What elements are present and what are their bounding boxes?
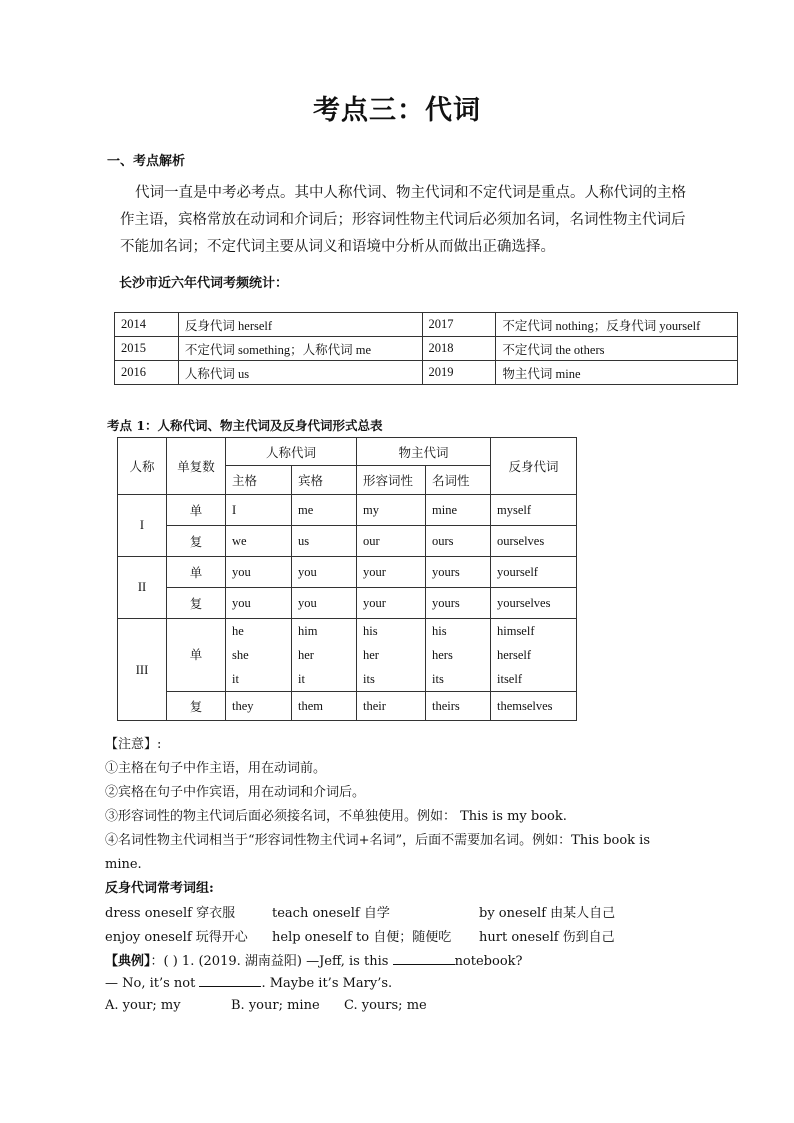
header-adjective: 形容词性 <box>357 466 426 495</box>
stat-year: 2018 <box>422 337 496 361</box>
header-person: 人称 <box>118 438 167 495</box>
cell-line: it <box>298 672 305 686</box>
cell-noun: ours <box>426 526 491 557</box>
stat-item: 人称代词 us <box>178 361 422 385</box>
cell-object <box>292 619 357 692</box>
stat-item: 不定代词 the others <box>496 337 738 361</box>
example-line <box>105 974 392 991</box>
phrase: teach oneself 自学 <box>272 906 390 921</box>
section-heading: 一、考点解析 <box>107 154 186 169</box>
stat-item: 不定代词 something；人称代词 me <box>178 337 422 361</box>
table-row <box>118 619 577 692</box>
header-subject: 主格 <box>226 466 292 495</box>
cell-adjective: my <box>357 495 426 526</box>
table-row <box>115 313 738 337</box>
cell-line: its <box>432 672 444 686</box>
person-first: I <box>118 495 167 557</box>
number-singular: 单 <box>167 619 226 692</box>
page-title: 考点三：代词 <box>313 95 481 126</box>
stat-year: 2015 <box>115 337 179 361</box>
cell-subject: we <box>226 526 292 557</box>
cell-line: him <box>298 624 318 638</box>
question-text: ：( ) 1. (2019. 湖南益阳) —Jeff, is this <box>150 954 389 969</box>
phrase: dress oneself 穿衣服 <box>105 906 236 921</box>
intro-paragraph: 代词一直是中考必考点。其中人称代词、物主代词和不定代词是重点。人称代词的主格作主语，宾格常放在动词和介词后；形容词性物主代词后必须加名词，名词性物主代词后不能加名词；不定代词主要从词义和语境中分析从而做出正确选择。 <box>120 185 686 255</box>
cell-line: her <box>298 648 314 662</box>
phrase: enjoy oneself 玩得开心 <box>105 930 248 945</box>
table-row <box>118 495 577 526</box>
cell-reflexive: yourself <box>491 557 577 588</box>
stats-heading: 长沙市近六年代词考频统计： <box>119 276 289 291</box>
cell-adjective: your <box>357 557 426 588</box>
cell-noun: yours <box>426 588 491 619</box>
header-number: 单复数 <box>167 438 226 495</box>
header-reflexive: 反身代词 <box>491 438 577 495</box>
example-question <box>105 950 523 969</box>
cell-noun <box>426 619 491 692</box>
cell-line: he <box>232 624 244 638</box>
cell-noun: yours <box>426 557 491 588</box>
cell-adjective <box>357 619 426 692</box>
stat-item: 不定代词 nothing；反身代词 yourself <box>496 313 738 337</box>
table-row <box>115 337 738 361</box>
table-row <box>118 588 577 619</box>
cell-line: herself <box>497 648 532 662</box>
stat-year: 2017 <box>422 313 496 337</box>
number-singular: 单 <box>167 557 226 588</box>
question-text: . Maybe it’s Mary’s. <box>261 976 393 991</box>
note-item: ②宾格在句子中作宾语，用在动词和介词后。 <box>105 785 366 800</box>
stat-year: 2016 <box>115 361 179 385</box>
cell-subject: they <box>226 692 292 721</box>
table-row <box>118 526 577 557</box>
table-row <box>118 557 577 588</box>
cell-object: me <box>292 495 357 526</box>
phrases-heading: 反身代词常考词组: <box>105 881 214 896</box>
cell-line: her <box>363 648 379 662</box>
answer-blank[interactable] <box>393 952 455 965</box>
cell-noun: mine <box>426 495 491 526</box>
cell-line: itself <box>497 672 522 686</box>
table-row <box>118 692 577 721</box>
cell-reflexive: yourselves <box>491 588 577 619</box>
cell-reflexive: themselves <box>491 692 577 721</box>
pronoun-table-heading: 考点 1：人称代词、物主代词及反身代词形式总表 <box>107 418 383 433</box>
cell-line: hers <box>432 648 453 662</box>
question-text: notebook? <box>454 954 523 969</box>
cell-line: its <box>363 672 375 686</box>
option-a[interactable]: A. your; my <box>105 998 181 1013</box>
person-second: II <box>118 557 167 619</box>
header-object: 宾格 <box>292 466 357 495</box>
header-personal: 人称代词 <box>226 438 357 466</box>
phrase: help oneself to 自便；随便吃 <box>272 930 452 945</box>
stat-year: 2014 <box>115 313 179 337</box>
cell-subject: you <box>226 557 292 588</box>
cell-line: his <box>432 624 447 638</box>
phrase: by oneself 由某人自己 <box>479 906 616 921</box>
cell-line: it <box>232 672 239 686</box>
person-third: III <box>118 619 167 721</box>
cell-reflexive <box>491 619 577 692</box>
stat-item: 反身代词 herself <box>178 313 422 337</box>
cell-object: us <box>292 526 357 557</box>
number-plural: 复 <box>167 588 226 619</box>
cell-line: his <box>363 624 378 638</box>
table-row <box>115 361 738 385</box>
number-plural: 复 <box>167 692 226 721</box>
cell-reflexive: myself <box>491 495 577 526</box>
answer-blank[interactable] <box>199 974 261 987</box>
cell-object: you <box>292 557 357 588</box>
note-item: ①主格在句子中作主语，用在动词前。 <box>105 761 327 776</box>
number-plural: 复 <box>167 526 226 557</box>
pronoun-table <box>117 437 577 721</box>
stat-item: 物主代词 mine <box>496 361 738 385</box>
example-label: 【典例】 <box>105 954 151 969</box>
cell-adjective: our <box>357 526 426 557</box>
cell-adjective: your <box>357 588 426 619</box>
cell-subject: you <box>226 588 292 619</box>
option-c[interactable]: C. yours; me <box>344 998 427 1013</box>
cell-subject: I <box>226 495 292 526</box>
cell-line: himself <box>497 624 535 638</box>
option-b[interactable]: B. your; mine <box>231 998 320 1013</box>
stats-table <box>114 312 738 385</box>
stat-year: 2019 <box>422 361 496 385</box>
header-possessive: 物主代词 <box>357 438 491 466</box>
cell-object: them <box>292 692 357 721</box>
note-item: ③形容词性的物主代词后面必须接名词，不单独使用。例如： This is my book. <box>105 809 567 824</box>
cell-noun: theirs <box>426 692 491 721</box>
phrase: hurt oneself 伤到自己 <box>479 930 615 945</box>
table-row <box>118 438 577 466</box>
cell-adjective: their <box>357 692 426 721</box>
number-singular: 单 <box>167 495 226 526</box>
note-item: ④名词性物主代词相当于“形容词性物主代词+名词”，后面不需要加名词。例如：This book is mine. <box>105 833 651 872</box>
header-noun: 名词性 <box>426 466 491 495</box>
question-text: — No, it’s not <box>105 976 196 991</box>
cell-line: she <box>232 648 249 662</box>
notes-heading: 【注意】: <box>105 737 162 752</box>
cell-object: you <box>292 588 357 619</box>
cell-subject <box>226 619 292 692</box>
cell-reflexive: ourselves <box>491 526 577 557</box>
